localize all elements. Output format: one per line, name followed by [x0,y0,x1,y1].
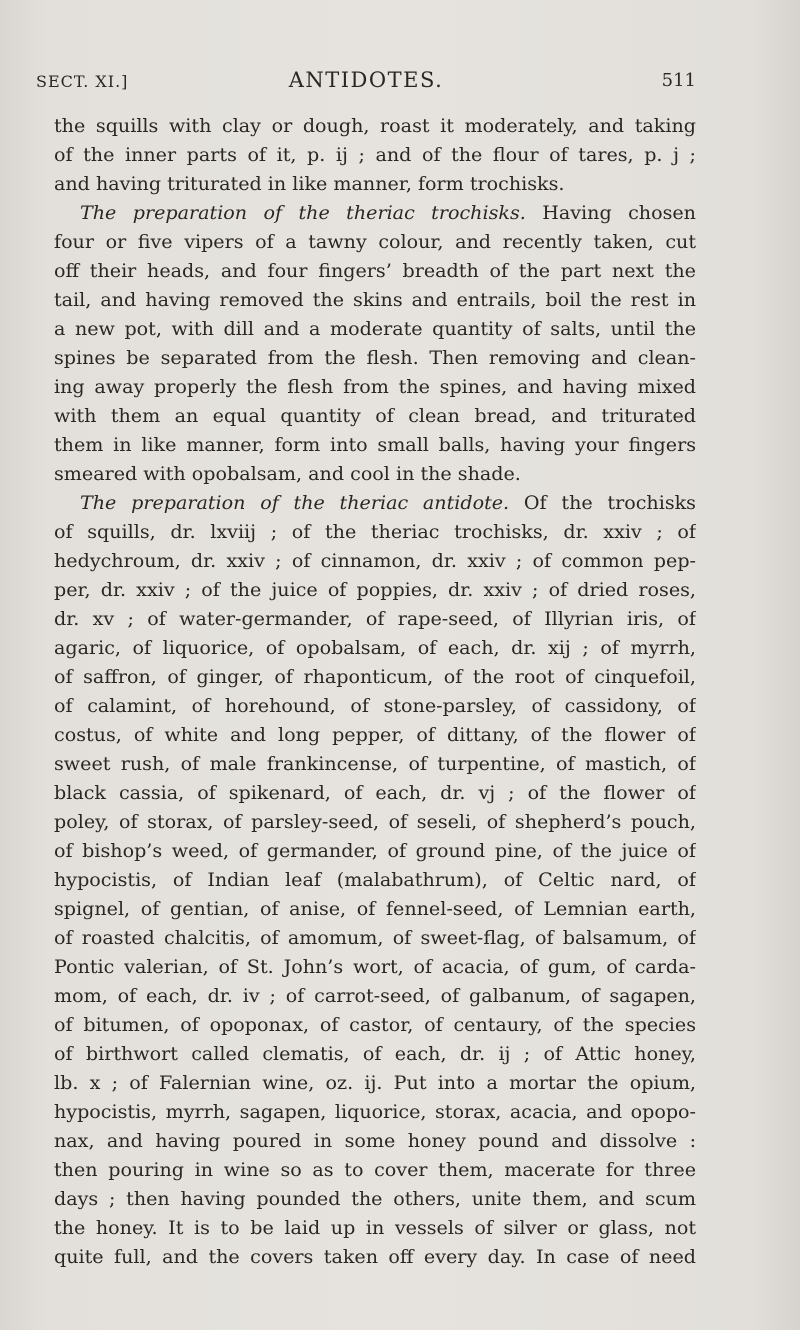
text-line: them in like manner, form into small balls, having your fingers [54,433,696,456]
text-line: hedychroum, dr. xxiv ; of cinnamon, dr. xxiv ; of common pep- [54,549,696,572]
text-line [54,488,696,517]
text-line: tail, and having removed the skins and entrails, boil the rest in [54,288,696,311]
text-line: mom, of each, dr. iv ; of carrot-seed, of galbanum, of sagapen, [54,984,696,1007]
text-line: quite full, and the covers taken off every day. In case of need [54,1245,696,1268]
text-line: of roasted chalcitis, of amomum, of sweet-flag, of balsamum, of [54,926,696,949]
text-line: sweet rush, of male frankincense, of turpentine, of mastich, of [54,752,696,775]
text-line: spignel, of gentian, of anise, of fennel-seed, of Lemnian earth, [54,897,696,920]
text-line: a new pot, with dill and a moderate quantity of salts, until the [54,317,696,340]
text-line: hypocistis, myrrh, sagapen, liquorice, storax, acacia, and opopo- [54,1100,696,1123]
text-line: of saffron, of ginger, of rhaponticum, of the root of cinquefoil, [54,665,696,688]
text-line: poley, of storax, of parsley-seed, of seseli, of shepherd’s pouch, [54,810,696,833]
text-line: agaric, of liquorice, of opobalsam, of each, dr. xij ; of myrrh, [54,636,696,659]
text-line: days ; then having pounded the others, unite them, and scum [54,1187,696,1210]
text-line: of birthwort called clematis, of each, dr. ij ; of Attic honey, [54,1042,696,1065]
text-line: smeared with opobalsam, and cool in the shade. [54,462,521,485]
body-text [54,111,696,1271]
text-line: of the inner parts of it, p. ij ; and of the flour of tares, p. j ; [54,143,696,166]
text-line: lb. x ; of Falernian wine, oz. ij. Put into a mortar the opium, [54,1071,696,1094]
text-line: then pouring in wine so as to cover them, macerate for three [54,1158,696,1181]
text-line: with them an equal quantity of clean bread, and triturated [54,404,696,427]
text-line [54,198,696,227]
text-line: hypocistis, of Indian leaf (malabathrum), of Celtic nard, of [54,868,696,891]
running-header [36,64,696,98]
text-line: spines be separated from the flesh. Then removing and clean- [54,346,696,369]
text-line: nax, and having poured in some honey pound and dissolve : [54,1129,696,1152]
text-line: four or five vipers of a tawny colour, and recently taken, cut [54,230,696,253]
text-line: ing away properly the flesh from the spines, and having mixed [54,375,696,398]
page-number: 511 [661,70,696,91]
text-line: of calamint, of horehound, of stone-parsley, of cassidony, of [54,694,696,717]
text-line: per, dr. xxiv ; of the juice of poppies, dr. xxiv ; of dried roses, [54,578,696,601]
text-line: off their heads, and four fingers’ breadth of the part next the [54,259,696,282]
text-fragment: Of the trochisks [523,491,696,514]
text-line: black cassia, of spikenard, of each, dr. vj ; of the flower of [54,781,696,804]
section-label: SECT. XI.] [36,72,129,91]
text-line: and having triturated in like manner, form trochisks. [54,172,565,195]
section-heading: The preparation of the theriac trochisks. [80,201,526,224]
text-fragment: Having chosen [542,201,696,224]
text-line: the squills with clay or dough, roast it moderately, and taking [54,114,696,137]
text-line: of squills, dr. lxviij ; of the theriac trochisks, dr. xxiv ; of [54,520,696,543]
text-line: costus, of white and long pepper, of dittany, of the flower of [54,723,696,746]
text-line: Pontic valerian, of St. John’s wort, of acacia, of gum, of carda- [54,955,696,978]
text-line: of bishop’s weed, of germander, of ground pine, of the juice of [54,839,696,862]
text-line: dr. xv ; of water-germander, of rape-seed, of Illyrian iris, of [54,607,696,630]
page-title: ANTIDOTES. [288,68,444,92]
text-line: the honey. It is to be laid up in vessels of silver or glass, not [54,1216,696,1239]
section-heading: The preparation of the theriac antidote. [80,491,510,514]
text-line: of bitumen, of opoponax, of castor, of centaury, of the species [54,1013,696,1036]
